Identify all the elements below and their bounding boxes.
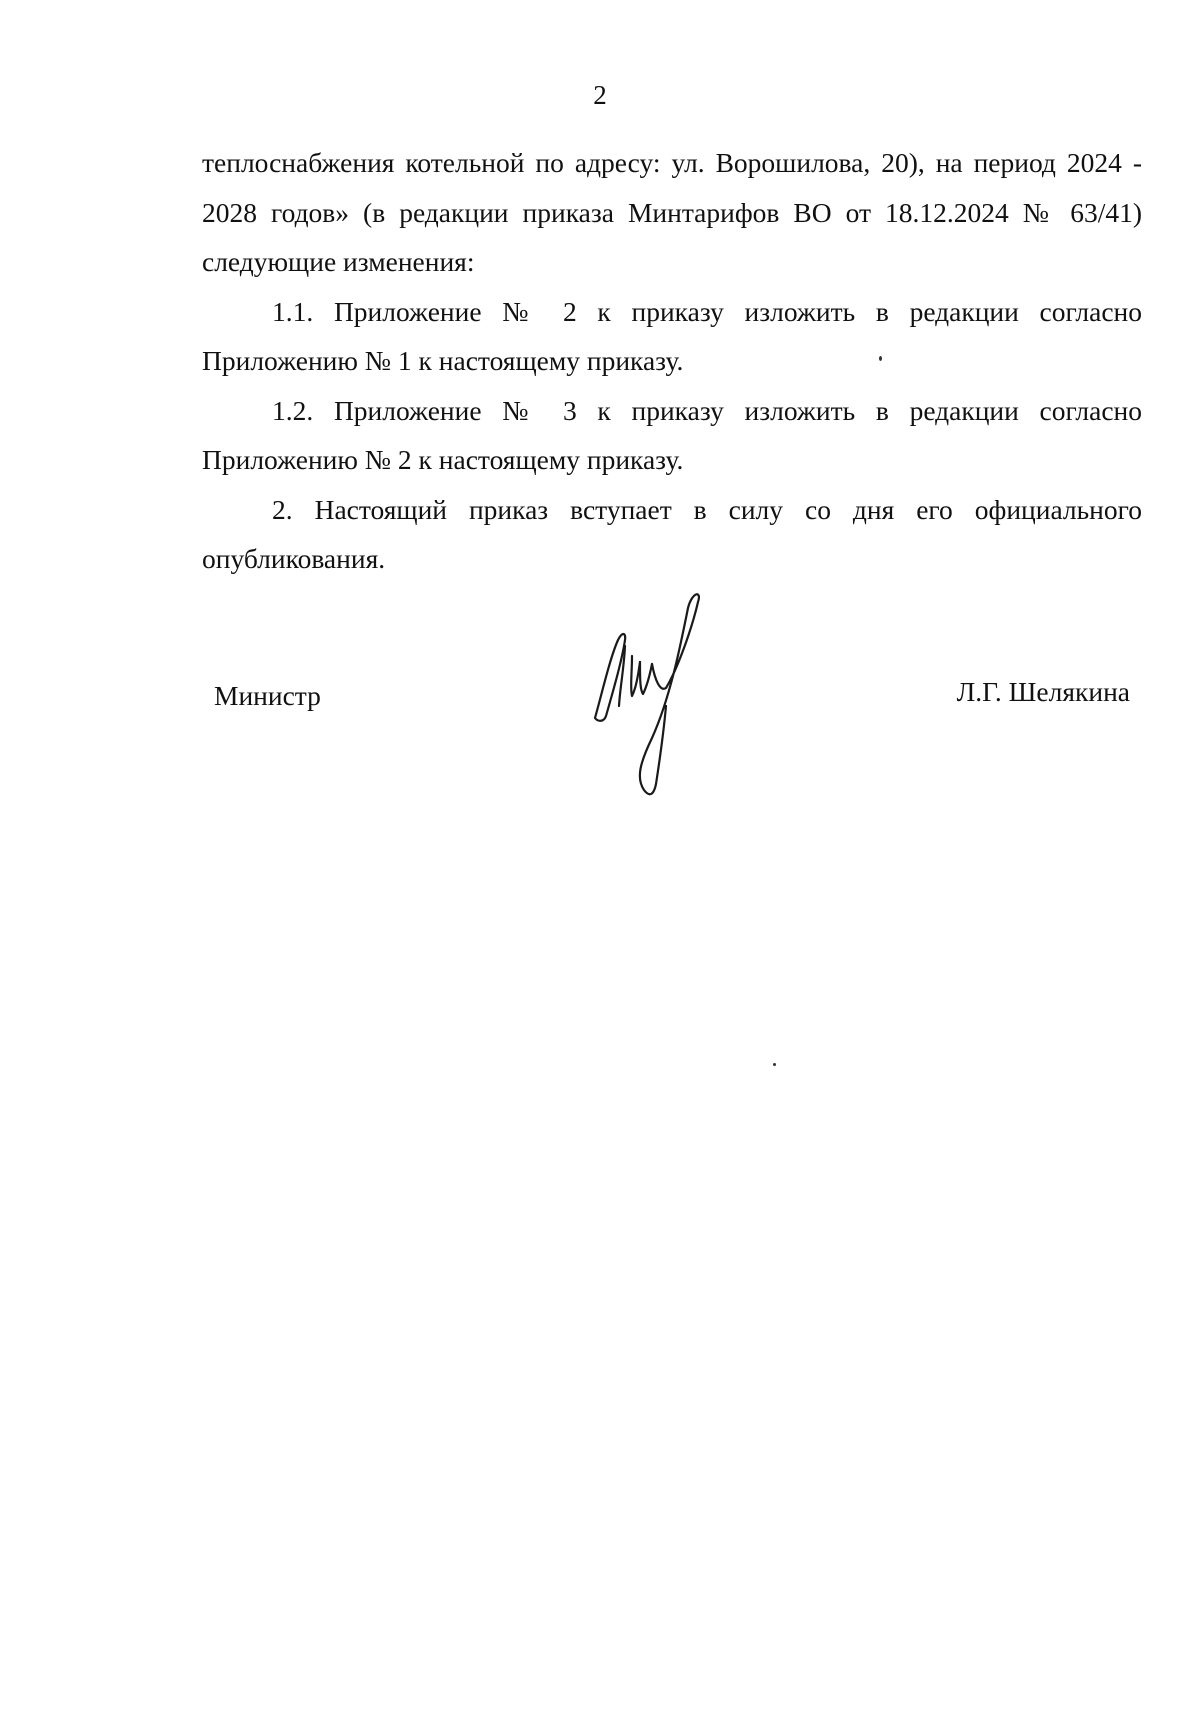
signer-name: Л.Г. Шелякина (956, 676, 1130, 707)
paragraph-item-1-2: 1.2. Приложение № 3 к приказу изложить в редакции согласно Приложению № 2 к настоящему приказу. (202, 394, 1142, 475)
signer-position: Министр (214, 680, 321, 711)
handwritten-signature (580, 588, 730, 818)
document-body (202, 138, 1142, 584)
paragraph-item-2: 2. Настоящий приказ вступает в силу со дня его официального опубликования. (202, 493, 1142, 574)
scan-speck (773, 1063, 776, 1066)
paragraph-continuation: теплоснабжения котельной по адресу: ул. Ворошилова, 20), на период 2024 - 2028 годов» (в редакции приказа Минтарифов ВО от 18.12.2024 № 63/41) следующие изменения: (202, 147, 1142, 277)
scan-speck (879, 356, 882, 361)
paragraph-item-1-1: 1.1. Приложение № 2 к приказу изложить в редакции согласно Приложению № 1 к настоящему приказу. (202, 295, 1142, 376)
page-number: 2 (593, 80, 607, 110)
